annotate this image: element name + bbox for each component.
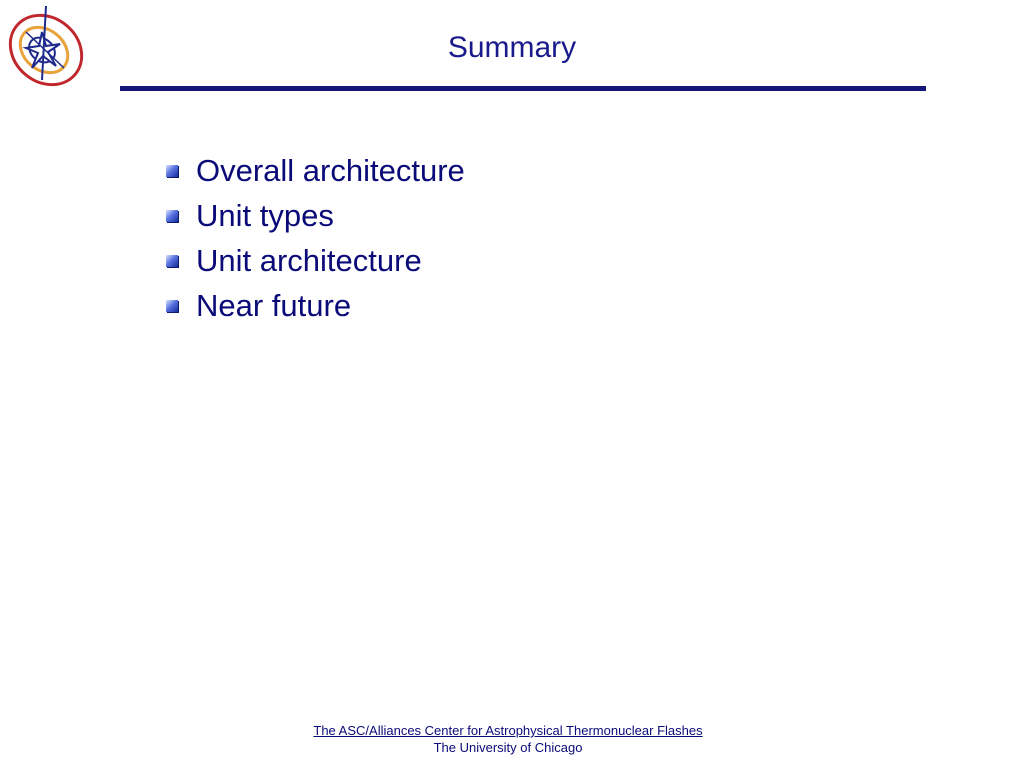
bullet-list	[166, 148, 465, 328]
bullet-item	[166, 148, 465, 193]
square-bullet-icon	[166, 255, 178, 267]
square-bullet-icon	[166, 210, 178, 222]
bullet-text: Near future	[196, 287, 352, 323]
square-bullet-icon	[166, 165, 178, 177]
title-divider	[120, 86, 926, 91]
bullet-item	[166, 238, 465, 283]
footer-university: The University of Chicago	[433, 740, 583, 755]
footer-center-link[interactable]: The ASC/Alliances Center for Astrophysical Thermonuclear Flashes	[313, 723, 703, 738]
bullet-text: Unit architecture	[196, 242, 422, 278]
bullet-item	[166, 193, 465, 238]
bullet-item	[166, 283, 465, 328]
bullet-text: Overall architecture	[196, 152, 465, 188]
square-bullet-icon	[166, 300, 178, 312]
slide-title: Summary	[447, 31, 577, 64]
slide-footer	[0, 722, 1016, 756]
bullet-text: Unit types	[196, 197, 334, 233]
